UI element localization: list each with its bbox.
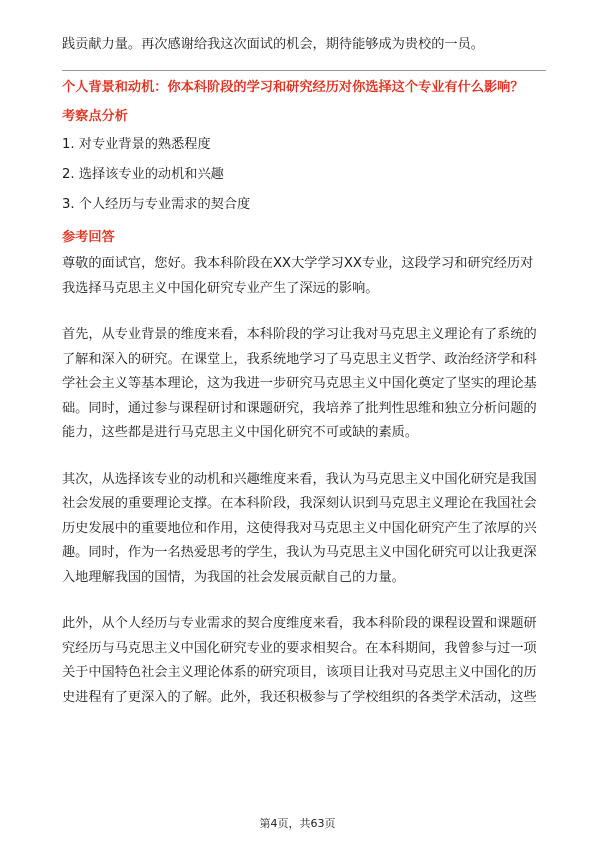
paragraph-line: 首先，从专业背景的维度来看，本科阶段的学习让我对马克思主义理论有了系统的 [62, 327, 537, 342]
paragraph-line: 了解和深入的研究。在课堂上，我系统地学习了马克思主义哲学、政治经济学和科 [62, 351, 537, 367]
paragraph-line: 此外，从个人经历与专业需求的契合度维度来看，我本科阶段的课程设置和课题研 [62, 616, 537, 631]
analysis-points-list [62, 134, 250, 224]
paragraph-line: 我选择马克思主义中国化研究专业产生了深远的影响。 [62, 280, 379, 296]
answer-paragraph [62, 323, 544, 446]
answer-paragraph [62, 612, 544, 710]
analysis-point: 1. 对专业背景的熟悉程度 [62, 137, 211, 152]
answer-paragraph [62, 252, 544, 301]
interview-question: 个人背景和动机：你本科阶段的学习和研究经历对你选择这个专业有什么影响？ [62, 80, 524, 95]
paragraph-line: 社会发展的重要理论支撑。在本科阶段，我深刻认识到马克思主义理论在我国社会 [62, 496, 537, 511]
paragraph-line: 入地理解我国的国情，为我国的社会发展贡献自己的力量。 [62, 569, 405, 585]
paragraph-line: 础。同时，通过参与课程研讨和课题研究，我培养了批判性思维和独立分析问题的 [62, 400, 537, 416]
continued-text-line: 践贡献力量。再次感谢给我这次面试的机会，期待能够成为贵校的一员。 [62, 37, 484, 52]
paragraph-line: 历史发展中的重要地位和作用，这使得我对马克思主义中国化研究产生了浓厚的兴 [62, 520, 537, 536]
page-number-footer: 第4页，共63页 [259, 817, 336, 830]
paragraph-line: 其次，从选择该专业的动机和兴趣维度来看，我认为马克思主义中国化研究是我国 [62, 471, 537, 487]
analysis-heading: 考察点分析 [62, 109, 128, 124]
paragraph-line: 究经历与马克思主义中国化研究专业的要求相契合。在本科期间，我曾参与过一项 [62, 640, 537, 656]
answer-paragraph [62, 468, 544, 591]
paragraph-line: 史进程有了更深入的了解。此外，我还积极参与了学校组织的各类学术活动，这些 [62, 689, 537, 705]
analysis-point: 3. 个人经历与专业需求的契合度 [62, 197, 251, 212]
paragraph-line: 能力，这些都是进行马克思主义中国化研究不可或缺的素质。 [62, 425, 419, 440]
answer-heading: 参考回答 [62, 230, 115, 245]
paragraph-line: 尊敬的面试官，您好。我本科阶段在XX大学学习XX专业，这段学习和研究经历对 [62, 256, 534, 271]
section-divider [62, 70, 546, 71]
paragraph-line: 关于中国特色社会主义理论体系的研究项目，该项目让我对马克思主义中国化的历 [62, 665, 537, 680]
paragraph-line: 学社会主义等基本理论，这为我进一步研究马克思主义中国化奠定了坚实的理论基 [62, 376, 537, 391]
paragraph-line: 趣。同时，作为一名热爱思考的学生，我认为马克思主义中国化研究可以让我更深 [62, 545, 537, 560]
analysis-point: 2. 选择该专业的动机和兴趣 [62, 167, 224, 182]
answer-body [62, 252, 544, 732]
